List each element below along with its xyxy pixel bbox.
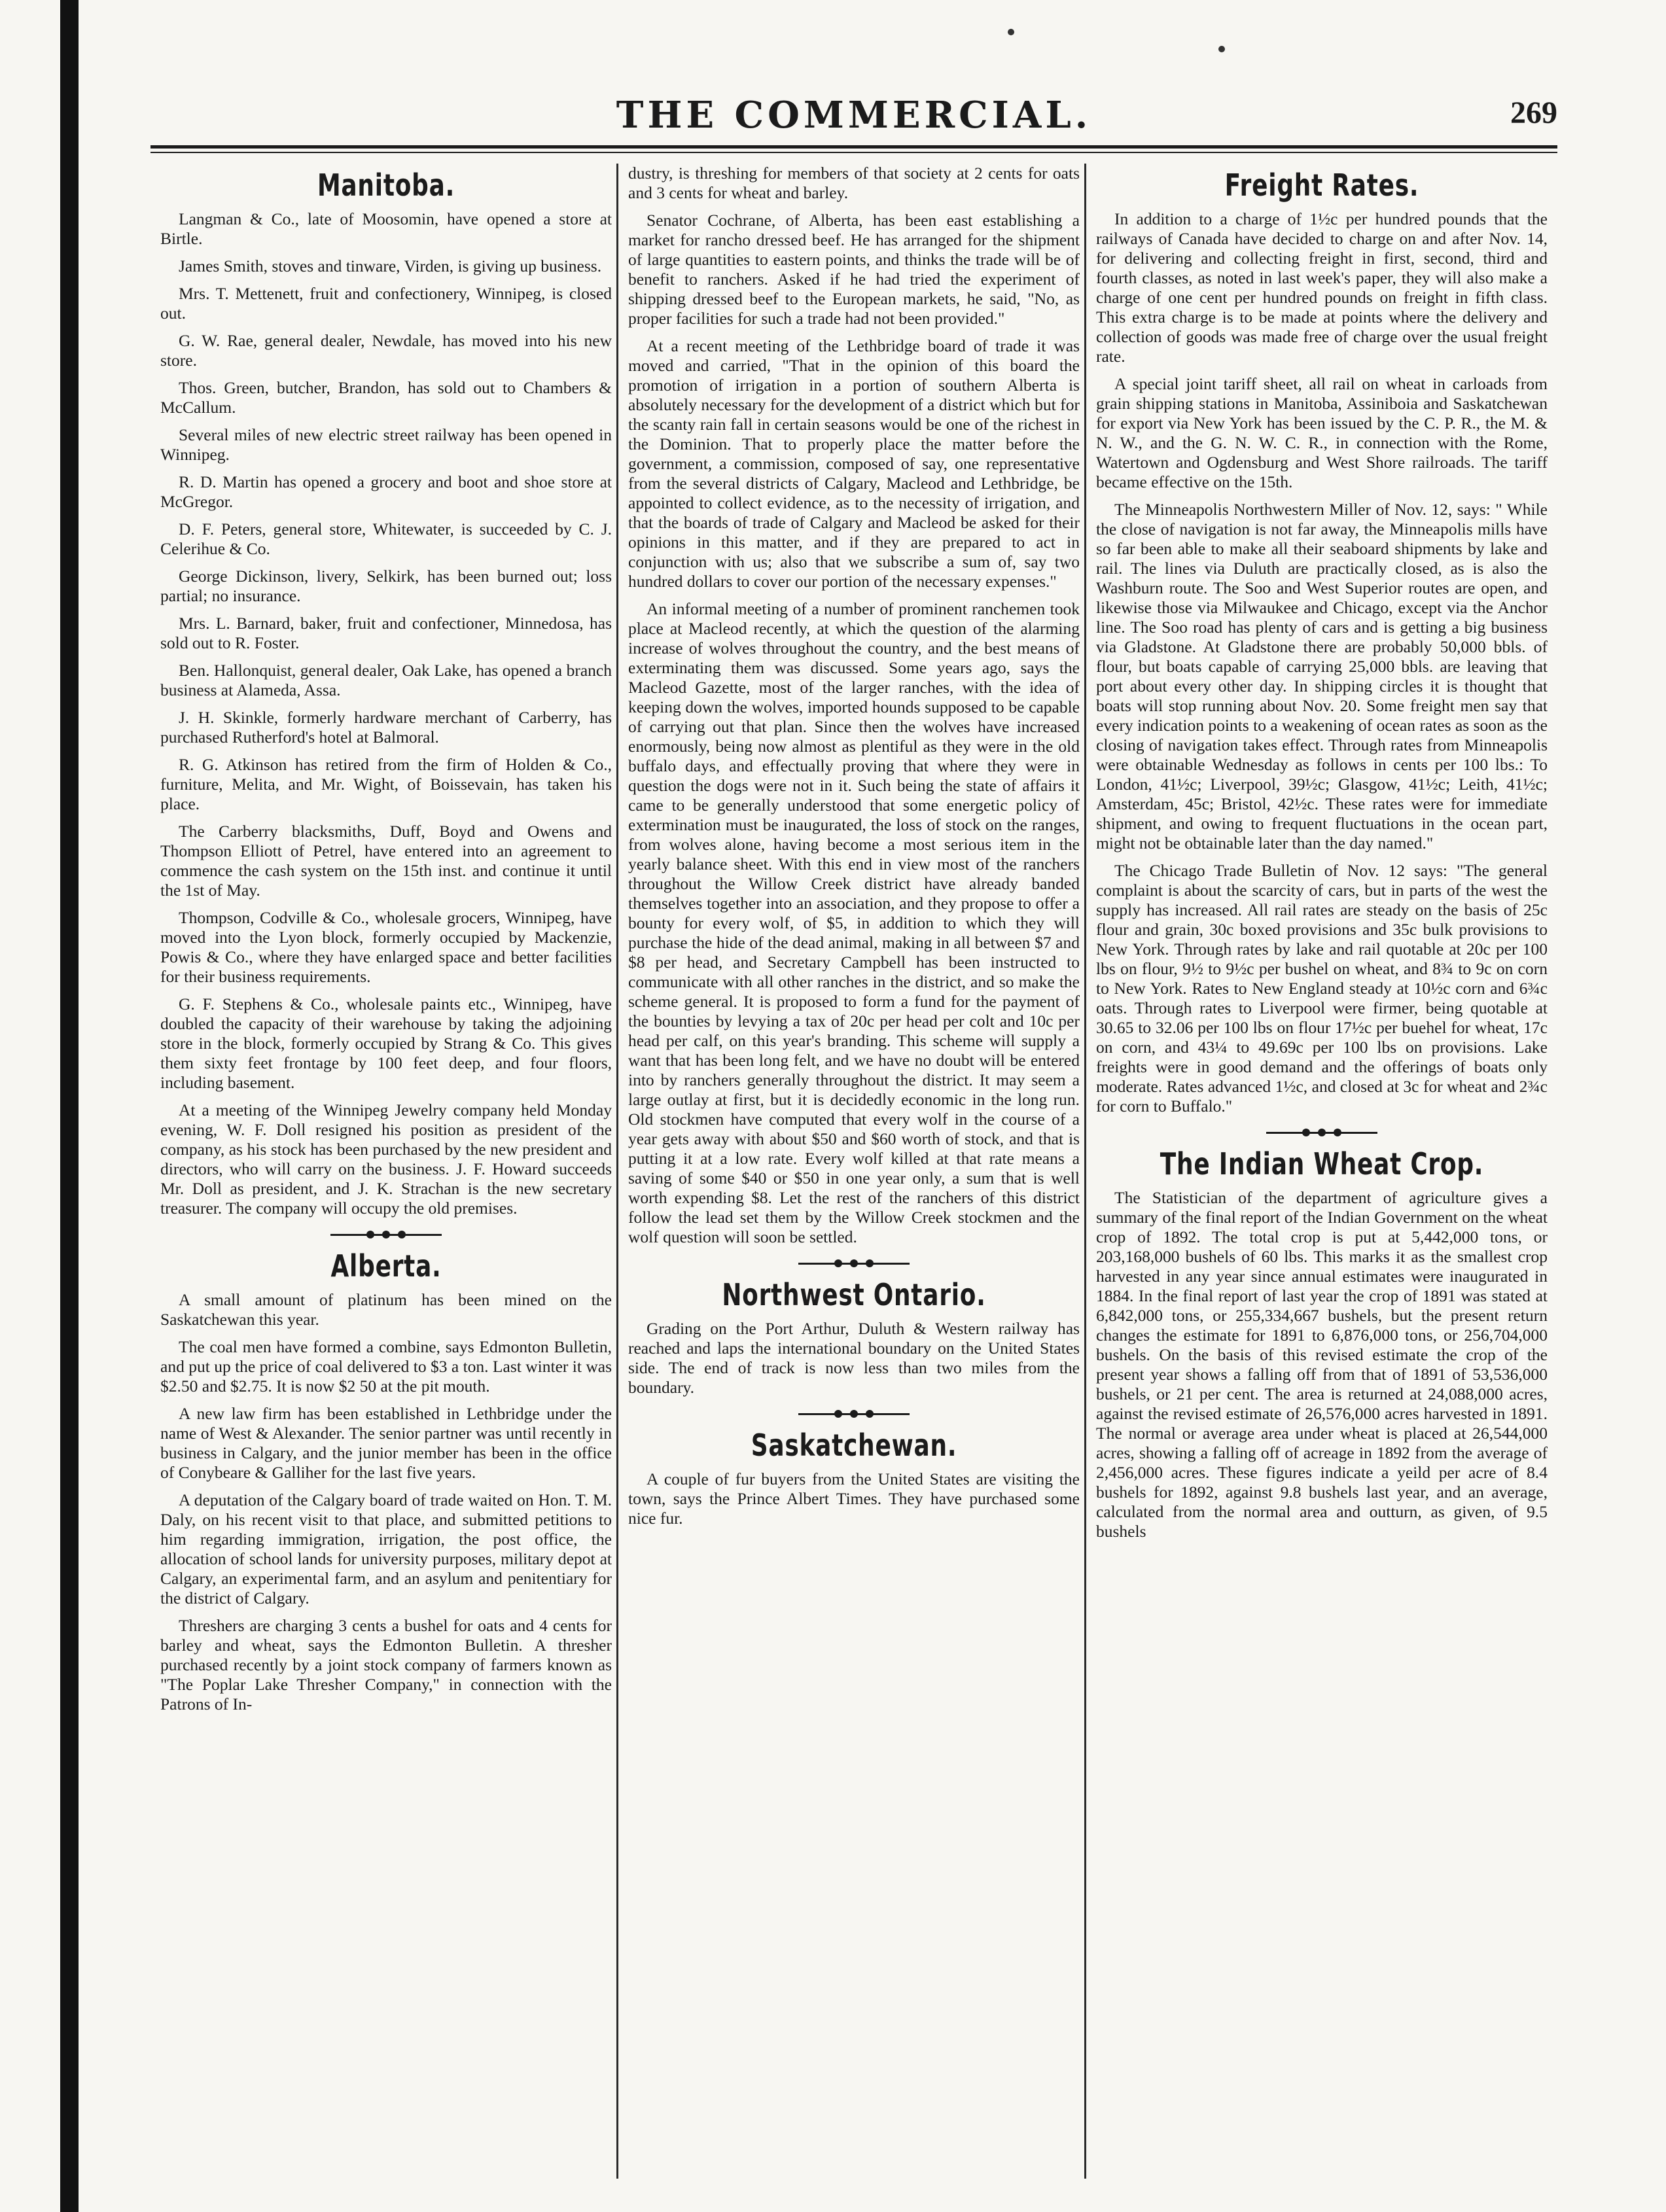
article-paragraph: Ben. Hallonquist, general dealer, Oak Lake, has opened a branch business at Alameda, Assa. xyxy=(160,661,612,699)
article-paragraph: Threshers are charging 3 cents a bushel for oats and 4 cents for barley and wheat, says the Edmonton Bulletin. A thresher purchased recently by a joint stock company of farmers known as "The Poplar Lake Thresher Company," in connection with the Patrons of In- xyxy=(160,1616,612,1713)
article-paragraph: Thompson, Codville & Co., wholesale grocers, Winnipeg, have moved into the Lyon block, formerly occupied by Mackenzie, Powis & Co., where they have enlarged space and better facilities for their business requirements. xyxy=(160,908,612,986)
section-divider xyxy=(798,1407,910,1421)
publication-title: THE COMMERCIAL. xyxy=(616,94,1092,137)
page-number: 269 xyxy=(1510,96,1557,130)
scan-binding-edge xyxy=(60,0,79,2212)
section-divider xyxy=(330,1227,442,1242)
article-paragraph: The coal men have formed a combine, says Edmonton Bulletin, and put up the price of coal delivered to $3 a ton. Last winter it was $2.50 and $2.75. It is now $2 50 at the pit mouth. xyxy=(160,1337,612,1396)
section-heading-saskatchewan: Saskatchewan. xyxy=(751,1428,957,1463)
article-paragraph: R. G. Atkinson has retired from the firm of Holden & Co., furniture, Melita, and Mr. Wight, of Boissevain, has taken his place. xyxy=(160,755,612,813)
article-paragraph: G. F. Stephens & Co., wholesale paints etc., Winnipeg, have doubled the capacity of their warehouse by taking the adjoining store in the block, formerly occupied by Strang & Co. This gives them sixty feet frontage by 100 feet deep, and four floors, including basement. xyxy=(160,994,612,1092)
section-divider xyxy=(798,1256,910,1271)
column-rule xyxy=(1084,164,1086,2179)
article-paragraph: A small amount of platinum has been mined on the Saskatchewan this year. xyxy=(160,1290,612,1329)
article-paragraph: A deputation of the Calgary board of trade waited on Hon. T. M. Daly, on his recent visit to that place, and submitted petitions to him regarding immigration, irrigation, the post office, the allocation of school lands for university purposes, military depot at Calgary, an experimental farm, and an asylum and penitentiary for the district of Calgary. xyxy=(160,1490,612,1607)
article-paragraph: George Dickinson, livery, Selkirk, has been burned out; loss partial; no insurance. xyxy=(160,567,612,605)
section-heading-alberta: Alberta. xyxy=(330,1248,442,1284)
section-heading-indian-wheat-crop: The Indian Wheat Crop. xyxy=(1160,1146,1484,1182)
article-paragraph: R. D. Martin has opened a grocery and boot and shoe store at McGregor. xyxy=(160,472,612,511)
column-3 xyxy=(1096,164,1548,2185)
article-paragraph: Langman & Co., late of Moosomin, have opened a store at Birtle. xyxy=(160,209,612,248)
article-paragraph: J. H. Skinkle, formerly hardware merchant of Carberry, has purchased Rutherford's hotel at Balmoral. xyxy=(160,708,612,746)
section-heading-northwest-ontario: Northwest Ontario. xyxy=(722,1277,986,1312)
section-heading-freight-rates: Freight Rates. xyxy=(1224,167,1419,203)
article-paragraph: The Carberry blacksmiths, Duff, Boyd and Owens and Thompson Elliott of Petrel, have entered into an agreement to commence the cash system on the 15th inst. and continue it until the 1st of May. xyxy=(160,822,612,900)
article-paragraph: A new law firm has been established in Lethbridge under the name of West & Alexander. The senior partner was until recently in business in Calgary, and the junior member has been in the office of Conybeare & Galliher for the last five years. xyxy=(160,1404,612,1482)
article-paragraph: An informal meeting of a number of prominent ranchemen took place at Macleod recently, at which the question of the alarming increase of wolves throughout the country, and the best means of exterminating them was discussed. Some years ago, says the Macleod Gazette, most of the larger ranches, with the idea of keeping down the wolves, imported hounds supposed to be capable of carrying out that plan. Since then the wolves have increased enormously, being now almost as plentiful as they were in the old buffalo days, and effectually proving that where they were in question the dogs were not in it. Such being the state of affairs it came to be generally understood that some energetic policy of extermination must be inaugurated, the loss of stock on the ranges, from wolves alone, having become a most serious item in the yearly balance sheet. With this end in view most of the ranchers throughout the Willow Creek district have already banded themselves together into an association, and they propose to offer a bounty for every wolf, of $5, in addition to which they will purchase the hide of the dead animal, making in all between $7 and $8 per head, and Secretary Campbell has been instructed to communicate with all other ranches in the district, and so make the scheme general. It is proposed to form a fund for the payment of the bounties by levying a tax of 20c per head per colt and 10c per head per calf, on this year's branding. This scheme will supply a want that has been long felt, and we have no doubt will be entered into by ranchers generally throughout the district. It may seem a large outlay at first, but it is decidedly economic in the long run. Old stockmen have computed that every wolf in the course of a year gets away with about $50 and $60 worth of stock, and that is putting it at a low rate. Every wolf killed at that rate means a saving of some $40 or $50 in one year only, a sum that is well worth expending $8. Let the rest of the ranchers of this district follow the lead set them by the Willow Creek stockmen and the wolf question will soon be settled. xyxy=(628,599,1080,1246)
article-paragraph: dustry, is threshing for members of that society at 2 cents for oats and 3 cents for wheat and barley. xyxy=(628,164,1080,202)
article-paragraph: James Smith, stoves and tinware, Virden, is giving up business. xyxy=(179,256,602,275)
article-paragraph: At a meeting of the Winnipeg Jewelry company held Monday evening, W. F. Doll resigned his position as president of the company, as his stock has been purchased by the new president and directors, who will carry on the business. J. F. Howard succeeds Mr. Doll as president, and J. K. Strachan is the new secretary treasurer. The company will occupy the old premises. xyxy=(160,1100,612,1218)
section-heading-manitoba: Manitoba. xyxy=(317,167,455,203)
column-2 xyxy=(628,164,1080,2185)
article-paragraph: The Statistician of the department of agriculture gives a summary of the final report of the Indian Government on the wheat crop of 1892. The total crop is put at 5,442,000 tons, or 203,168,000 bushels of 60 lbs. This marks it as the smallest crop harvested in any year since annual estimates were inaugurated in 1884. In the final report of last year the crop of 1891 was stated at 6,842,000 tons, or 255,334,667 bushels, but the present return changes the estimate for 1891 to 6,876,000 tons, or 256,704,000 bushels. On the basis of this revised estimate the crop of the present year shows a falling off from that of 1891 of 53,536,000 bushels, or 21 per cent. The area is returned at 24,088,000 acres, against the revised estimate of 26,576,000 acres harvested in 1891. The normal or average area under wheat is placed at 26,544,000 acres, showing a falling off of acreage in 1892 from the average of 2,456,000 acres. These figures indicate a yeild per acre of 8.4 bushels for 1892, against 9.8 bushels last year, and an average, calculated from the normal area and outturn, as given, of 9.5 bushels xyxy=(1096,1188,1548,1541)
header-rule xyxy=(151,145,1557,153)
article-paragraph: Mrs. L. Barnard, baker, fruit and confectioner, Minnedosa, has sold out to R. Foster. xyxy=(160,614,612,652)
article-paragraph: A couple of fur buyers from the United States are visiting the town, says the Prince Albert Times. They have purchased some nice fur. xyxy=(628,1469,1080,1528)
article-paragraph: A special joint tariff sheet, all rail on wheat in carloads from grain shipping stations in Manitoba, Assiniboia and Saskatchewan for export via New York has been issued by the C. P. R., the M. & N. W., and the G. N. W. C. R., in connection with the Rome, Watertown and Ogdensburg and West Shore railroads. The tariff became effective on the 15th. xyxy=(1096,374,1548,491)
article-paragraph: Grading on the Port Arthur, Duluth & Western railway has reached and laps the international boundary on the United States side. The end of track is now less than two miles from the boundary. xyxy=(628,1319,1080,1397)
scan-speck xyxy=(1218,46,1225,52)
article-paragraph: In addition to a charge of 1½c per hundred pounds that the railways of Canada have decided to charge on and after Nov. 14, for delivering and collecting freight in first, second, third and fourth classes, as noted in last week's paper, they will also make a charge of one cent per hundred pounds on freight in fifth class. This extra charge is to be made at points where the delivery and collection of goods was made free of charge over the usual freight rate. xyxy=(1096,209,1548,366)
article-paragraph: The Chicago Trade Bulletin of Nov. 12 says: "The general complaint is about the scarcity of cars, but in parts of the west the supply has increased. All rail rates are steady on the basis of 25c flour and grain, 30c boxed provisions and 35c bulk provisions to New York. Through rates by lake and rail quotable at 20c per 100 lbs on flour, 9½ to 9½c per bushel on wheat, and 8¾ to 9c on corn to New York. Rates to New England steady at 10½c corn and 6¾c oats. Through rates to Liverpool were firmer, being quotable at 30.65 to 32.06 per 100 lbs on flour 17½c per buehel for wheat, 17c on corn, and 43¼ to 49.69c per 100 lbs on provisions. Lake freights were in good demand and the offerings of boats only moderate. Rates advanced 1½c, and closed at 3c for wheat and 2¾c for corn to Buffalo." xyxy=(1096,861,1548,1115)
article-paragraph: Senator Cochrane, of Alberta, has been east establishing a market for rancho dressed beef. He has arranged for the shipment of large quantities to eastern points, and thinks the trade will be of benefit to ranchers. Asked if he had tried the experiment of shipping dressed beef to the European markets, he said, "No, as proper facilities for such a trade had not been provided." xyxy=(628,211,1080,328)
article-paragraph: G. W. Rae, general dealer, Newdale, has moved into his new store. xyxy=(160,331,612,370)
article-paragraph: D. F. Peters, general store, Whitewater, is succeeded by C. J. Celerihue & Co. xyxy=(160,519,612,558)
article-paragraph: The Minneapolis Northwestern Miller of Nov. 12, says: " While the close of navigation is not far away, the Minneapolis mills have so far been able to make all their seaboard shipments by lake and rail. The lines via Duluth are practically closed, as is also the Washburn route. The Soo and West Superior routes are open, and likewise those via Milwaukee and Chicago, except via the Anchor line. The Soo road has plenty of cars and is getting a big business via Gladstone. At Gladstone there are probably 50,000 bbls. of flour, but boats capable of carrying 25,000 bbls. are leaving that port about every other day. In shipping circles it is thought that boats will stop running about Nov. 20. Some freight men say that every indication points to a weakening of ocean rates as soon as the closing of navigation takes effect. Through rates from Minneapolis were obtainable Wednesday as follows in cents per 100 lbs.: To London, 41½c; Liverpool, 39½c; Glasgow, 41½c; Leith, 41½c; Amsterdam, 45c; Bristol, 42½c. These rates were for immediate shipment, and owing to frequent fluctuations in the ocean part, might not be obtainable later than the day named." xyxy=(1096,500,1548,852)
column-rule xyxy=(616,164,618,2179)
article-paragraph: Mrs. T. Mettenett, fruit and confectionery, Winnipeg, is closed out. xyxy=(160,284,612,323)
article-paragraph: Several miles of new electric street railway has been opened in Winnipeg. xyxy=(160,425,612,464)
masthead xyxy=(151,88,1557,141)
article-paragraph: Thos. Green, butcher, Brandon, has sold out to Chambers & McCallum. xyxy=(160,378,612,417)
column-1 xyxy=(160,164,612,2185)
section-divider xyxy=(1266,1125,1377,1140)
article-paragraph: At a recent meeting of the Lethbridge board of trade it was moved and carried, "That in the opinion of this board the promotion of irrigation in a portion of southern Alberta is absolutely necessary for the development of a district which but for the scanty rain fall in certain seasons would be one of the richest in the Dominion. That to properly place the matter before the government, a commission, composed of say, one representative from the several districts of Calgary, Macleod and Lethbridge, be appointed to collect evidence, as to the necessity of irrigation, and that the boards of trade of Calgary and Macleod be asked for their opinions in this matter, and if they are prepared to act in conjunction with us; also that we subscribe a sum of, say two hundred dollars to cover our portion of the necessary expenses." xyxy=(628,336,1080,591)
scan-speck xyxy=(1008,29,1014,35)
